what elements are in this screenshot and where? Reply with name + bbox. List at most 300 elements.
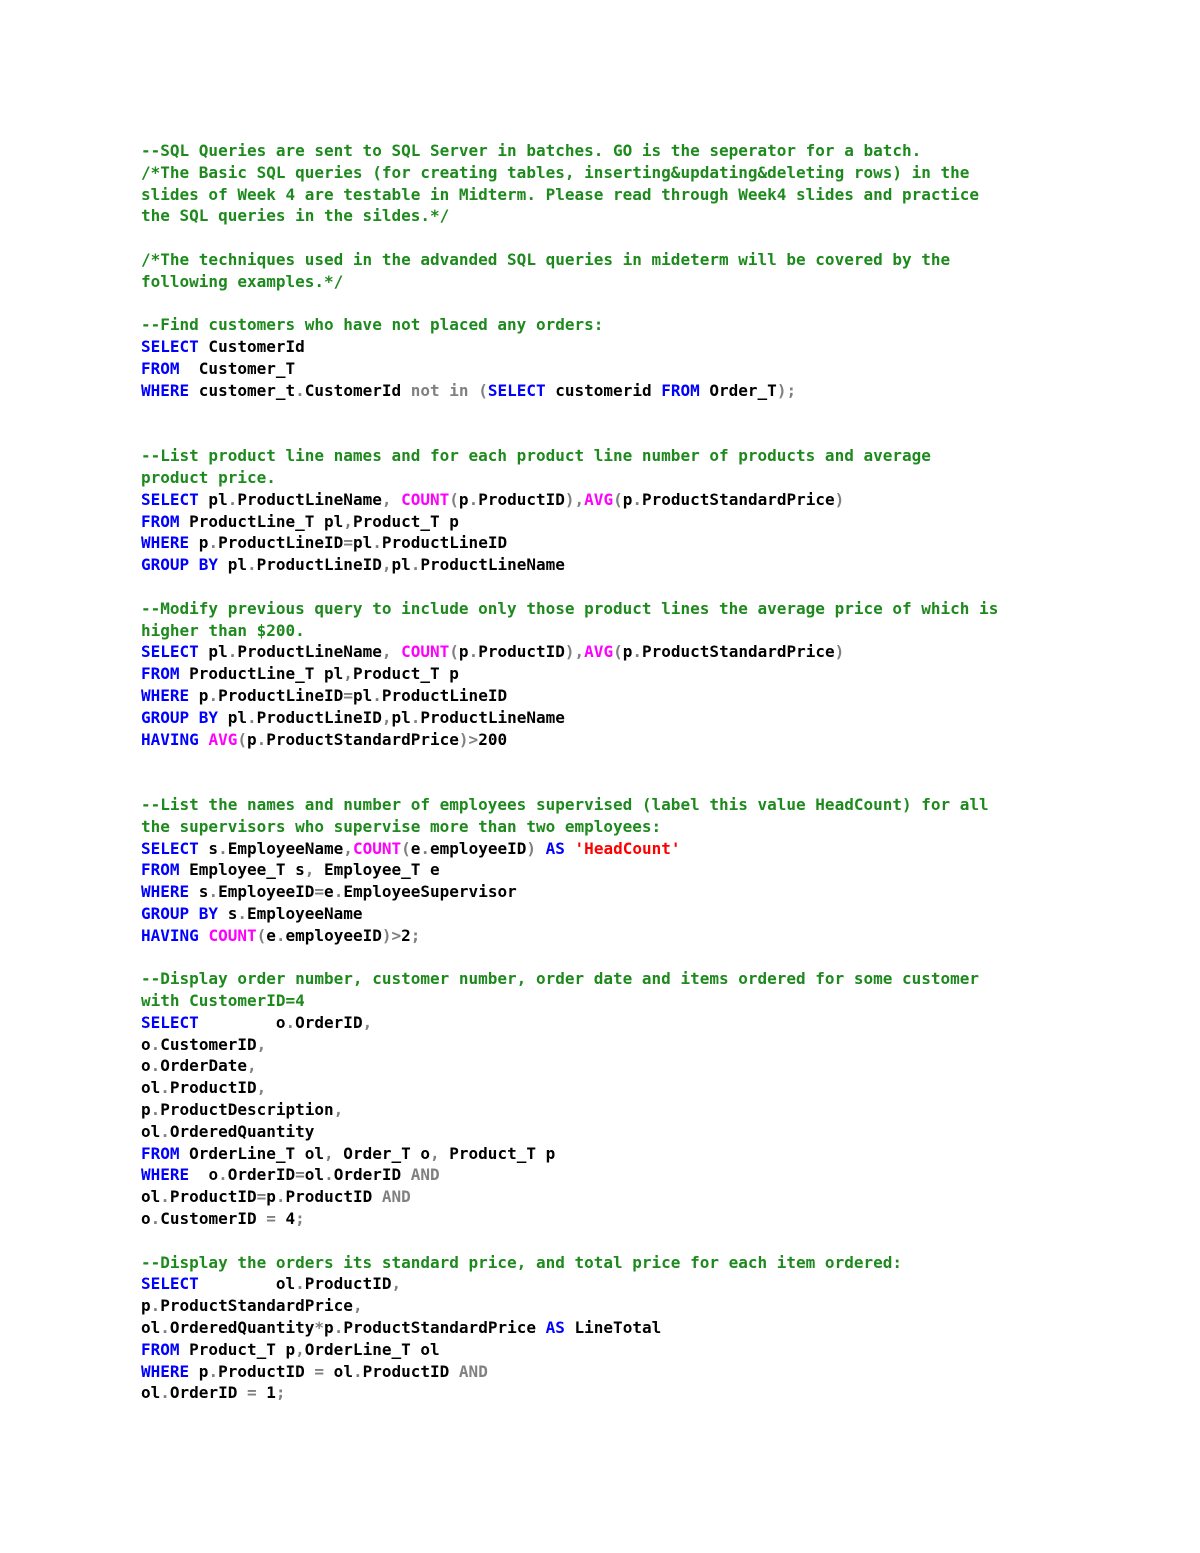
sql-operator: ); — [776, 380, 797, 400]
sql-keyword: SELECT — [141, 1012, 199, 1032]
code-text: employeeID — [285, 925, 382, 945]
sql-function: COUNT — [401, 642, 450, 662]
sql-operator: , — [381, 489, 402, 509]
code-line — [141, 1143, 1141, 1165]
sql-keyword: WHERE — [141, 685, 190, 705]
comment-text: slides of Week 4 are testable in Midterm. Please read through Week4 slides and practice — [141, 184, 980, 204]
code-text: e — [266, 925, 276, 945]
code-text: ol — [198, 1274, 296, 1294]
sql-operator: . — [218, 1165, 228, 1185]
string-literal: 'HeadCount' — [574, 838, 681, 858]
comment-text: --Display order number, customer number, order date and items ordered for some customer — [141, 969, 980, 989]
sql-operator: . — [208, 882, 219, 902]
code-line — [141, 1077, 1141, 1099]
sql-operator: ( — [401, 838, 411, 858]
code-text: ProductID — [304, 1274, 392, 1294]
blank-line — [141, 402, 1141, 424]
code-text: LineTotal — [564, 1318, 662, 1338]
comment-text: /*The techniques used in the advanded SQL queries in mideterm will be covered by the — [141, 249, 951, 269]
code-text: ol — [141, 1383, 161, 1403]
sql-operator: ) — [834, 489, 845, 509]
sql-operator: . — [160, 1383, 170, 1403]
code-text: ProductLineID — [256, 707, 382, 727]
code-text: p — [189, 685, 209, 705]
sql-operator: . — [295, 380, 305, 400]
sql-keyword: WHERE — [141, 1361, 190, 1381]
code-text: p — [324, 1318, 334, 1338]
blank-line — [141, 423, 1141, 445]
sql-operator: , — [362, 1012, 373, 1032]
sql-operator: . — [160, 1121, 170, 1141]
sql-operator: . — [275, 925, 286, 945]
sql-keyword: SELECT — [141, 642, 199, 662]
sql-keyword: FROM — [141, 664, 180, 684]
code-text: pl — [352, 685, 373, 705]
code-text: p — [458, 642, 469, 662]
sql-operator: = — [314, 882, 325, 902]
code-text: pl — [198, 489, 228, 509]
code-text: ProductID — [169, 1187, 257, 1207]
comment-line — [141, 205, 1141, 227]
code-text: CustomerId — [198, 337, 305, 357]
comment-line — [141, 162, 1141, 184]
code-text: CustomerID — [160, 1034, 257, 1054]
sql-function: COUNT — [401, 489, 450, 509]
sql-operator: = — [295, 1165, 305, 1185]
code-line — [141, 707, 1141, 729]
sql-operator: ( — [478, 380, 488, 400]
code-text: pl — [218, 707, 247, 727]
code-text: OrderID — [295, 1012, 363, 1032]
code-text: Employee_T s — [179, 860, 305, 880]
sql-operator: . — [632, 489, 642, 509]
code-text: pl — [352, 533, 373, 553]
code-line — [141, 1273, 1141, 1295]
code-text: p — [141, 1296, 151, 1316]
code-text: Customer_T — [179, 358, 296, 378]
sql-operator: . — [256, 729, 267, 749]
code-text: EmployeeName — [227, 838, 344, 858]
code-text: ProductLineName — [237, 642, 382, 662]
sql-operator: , — [391, 1274, 402, 1294]
comment-text: the SQL queries in the sildes.*/ — [141, 206, 450, 226]
sql-keyword: FROM — [141, 511, 180, 531]
code-text: Order_T — [699, 380, 777, 400]
sql-operator: . — [246, 555, 257, 575]
code-text: p — [189, 533, 209, 553]
sql-operator: . — [150, 1034, 161, 1054]
sql-operator: , — [324, 1143, 334, 1163]
code-text: ProductDescription — [160, 1100, 334, 1120]
sql-keyword: AS — [545, 838, 565, 858]
sql-keyword: SELECT — [141, 838, 199, 858]
sql-operator: , — [304, 860, 315, 880]
sql-operator: . — [324, 1165, 334, 1185]
code-text: ProductLineName — [237, 489, 382, 509]
sql-operator: . — [208, 533, 219, 553]
code-text: ol — [141, 1121, 161, 1141]
sql-operator: . — [410, 707, 421, 727]
comment-line — [141, 794, 1141, 816]
code-text: ProductID — [478, 489, 565, 509]
sql-operator: , — [352, 1296, 363, 1316]
sql-operator: ; — [410, 925, 421, 945]
sql-operator: ; — [295, 1209, 305, 1229]
code-text: ol — [141, 1187, 161, 1207]
sql-keyword: AS — [545, 1318, 565, 1338]
code-text: p — [246, 729, 257, 749]
code-text — [199, 730, 209, 749]
code-text: p — [141, 1100, 151, 1120]
code-text: employeeID — [430, 838, 527, 858]
sql-operator: . — [160, 1318, 170, 1338]
code-text: ProductStandardPrice — [343, 1318, 546, 1338]
sql-operator: . — [372, 533, 382, 553]
sql-function: AVG — [208, 729, 238, 749]
code-text: s — [198, 838, 219, 858]
sql-operator: , — [381, 555, 392, 575]
sql-keyword: WHERE — [141, 380, 190, 400]
code-text: 1 — [256, 1383, 276, 1403]
code-text: Employee_T e — [314, 860, 440, 880]
comment-line — [141, 249, 1141, 271]
code-text: e — [410, 838, 421, 858]
blank-line — [141, 772, 1141, 794]
comment-text: /*The Basic SQL queries (for creating tables, inserting&updating&deleting rows) in the — [141, 162, 970, 182]
code-text: ol — [304, 1165, 325, 1185]
blank-line — [141, 946, 1141, 968]
comment-line — [141, 140, 1141, 162]
code-line — [141, 1055, 1141, 1077]
code-text: OrderLine_T ol — [179, 1143, 325, 1163]
code-text: Product_T p — [352, 511, 459, 531]
sql-operator: not in — [410, 380, 469, 400]
sql-keyword: GROUP BY — [141, 903, 219, 923]
sql-operator: . — [410, 555, 421, 575]
code-text: ProductStandardPrice — [642, 489, 835, 509]
code-text: o — [141, 1209, 151, 1229]
comment-line — [141, 184, 1141, 206]
code-text: ProductStandardPrice — [160, 1296, 353, 1316]
code-line — [141, 663, 1141, 685]
code-text: customerid — [545, 380, 662, 400]
code-text: o — [141, 1056, 151, 1076]
sql-keyword: WHERE — [141, 533, 190, 553]
sql-keyword: FROM — [141, 1143, 180, 1163]
sql-keyword: WHERE — [141, 882, 190, 902]
sql-operator: = — [256, 1187, 267, 1207]
code-text: OrderDate — [160, 1056, 247, 1076]
comment-text: product price. — [141, 467, 276, 487]
sql-function: COUNT — [208, 925, 257, 945]
sql-keyword: SELECT — [487, 380, 546, 400]
code-text: pl — [198, 642, 228, 662]
sql-operator: = — [246, 1383, 257, 1403]
code-text: ProductLineID — [256, 555, 382, 575]
code-text: ProductLine_T pl — [179, 511, 344, 531]
code-text: EmployeeName — [246, 903, 363, 923]
code-text: Order_T o — [333, 1143, 430, 1163]
code-text: ProductLineID — [381, 533, 508, 553]
sql-keyword: SELECT — [141, 337, 199, 357]
code-line — [141, 1295, 1141, 1317]
sql-operator: . — [333, 1318, 344, 1338]
sql-operator: . — [208, 1361, 219, 1381]
sql-operator: , — [333, 1100, 344, 1120]
code-text: p — [622, 489, 633, 509]
code-text: ProductID — [285, 1187, 382, 1207]
blank-line — [141, 293, 1141, 315]
code-text: ProductStandardPrice — [266, 729, 459, 749]
sql-operator: . — [150, 1209, 161, 1229]
comment-text: --List the names and number of employees supervised (label this value HeadCount) for all — [141, 794, 989, 814]
code-line — [141, 838, 1141, 860]
code-text: o — [189, 1165, 219, 1185]
sql-operator: , — [246, 1056, 257, 1076]
code-text: OrderedQuantity — [169, 1121, 315, 1141]
sql-operator: AND — [381, 1187, 411, 1207]
code-text: o — [141, 1034, 151, 1054]
code-text: customer_t — [189, 380, 296, 400]
comment-line — [141, 598, 1141, 620]
code-text: 200 — [478, 729, 508, 749]
comment-line — [141, 816, 1141, 838]
comment-text: --Display the orders its standard price, and total price for each item ordered: — [141, 1252, 902, 1272]
code-line — [141, 1382, 1141, 1404]
code-text: ProductID — [218, 1361, 315, 1381]
blank-line — [141, 750, 1141, 772]
sql-operator: . — [237, 903, 247, 923]
comment-text: the supervisors who supervise more than two employees: — [141, 816, 662, 836]
code-line — [141, 1164, 1141, 1186]
sql-operator: = — [314, 1361, 325, 1381]
code-text: ProductID — [478, 642, 565, 662]
sql-operator: . — [227, 489, 238, 509]
code-text: ProductLineName — [420, 555, 565, 575]
code-text: 4 — [275, 1209, 296, 1229]
code-text: ol — [141, 1318, 161, 1338]
sql-operator: . — [160, 1187, 170, 1207]
code-text: e — [324, 882, 334, 902]
code-line — [141, 729, 1141, 751]
sql-keyword: FROM — [141, 358, 180, 378]
sql-operator: ( — [613, 642, 623, 662]
code-line — [141, 511, 1141, 533]
sql-keyword: SELECT — [141, 1274, 199, 1294]
blank-line — [141, 1230, 1141, 1252]
sql-document — [141, 140, 1141, 1404]
code-line — [141, 554, 1141, 576]
sql-operator: . — [333, 882, 344, 902]
code-text: OrderLine_T ol — [304, 1339, 440, 1359]
code-text: OrderedQuantity — [169, 1318, 315, 1338]
sql-keyword: HAVING — [141, 925, 199, 945]
code-text: o — [198, 1012, 286, 1032]
code-line — [141, 1099, 1141, 1121]
sql-function: COUNT — [352, 838, 402, 858]
code-line — [141, 685, 1141, 707]
sql-operator: ( — [613, 489, 623, 509]
sql-operator: . — [150, 1100, 161, 1120]
code-text: ProductStandardPrice — [642, 642, 835, 662]
code-text — [565, 839, 575, 858]
sql-operator: , — [343, 511, 353, 531]
sql-operator: . — [246, 707, 257, 727]
sql-operator: . — [420, 838, 431, 858]
sql-operator: . — [352, 1361, 363, 1381]
sql-operator: )> — [381, 925, 402, 945]
code-text: ProductID — [362, 1361, 459, 1381]
code-line — [141, 641, 1141, 663]
sql-operator: ), — [564, 489, 585, 509]
sql-keyword: GROUP BY — [141, 555, 219, 575]
sql-operator: , — [256, 1034, 267, 1054]
code-line — [141, 881, 1141, 903]
sql-operator: ), — [564, 642, 585, 662]
code-text: ProductLineName — [420, 707, 565, 727]
code-line — [141, 1317, 1141, 1339]
code-text: Product_T p — [439, 1143, 556, 1163]
sql-operator: ( — [237, 729, 247, 749]
code-text: OrderID — [169, 1383, 247, 1403]
code-text: p — [189, 1361, 209, 1381]
sql-operator: AND — [410, 1165, 440, 1185]
code-text: Product_T p — [179, 1339, 296, 1359]
code-text: OrderID — [227, 1165, 296, 1185]
sql-operator: = — [343, 685, 353, 705]
comment-line — [141, 620, 1141, 642]
code-line — [141, 532, 1141, 554]
code-text: ProductLineID — [218, 685, 344, 705]
sql-operator: = — [266, 1209, 276, 1229]
code-text: ProductLine_T pl — [179, 664, 344, 684]
code-line — [141, 1339, 1141, 1361]
sql-operator: ) — [526, 838, 536, 858]
sql-operator: )> — [458, 729, 479, 749]
sql-keyword: FROM — [661, 380, 700, 400]
code-text: pl — [391, 555, 411, 575]
sql-keyword: FROM — [141, 1339, 180, 1359]
blank-line — [141, 576, 1141, 598]
sql-operator: = — [343, 533, 353, 553]
sql-operator: ( — [449, 489, 459, 509]
sql-operator: . — [227, 642, 238, 662]
code-line — [141, 1361, 1141, 1383]
sql-operator: , — [343, 838, 353, 858]
code-text: s — [189, 882, 209, 902]
sql-operator: ) — [834, 642, 845, 662]
code-text: ol — [141, 1078, 161, 1098]
code-text — [536, 839, 546, 858]
code-text: ol — [324, 1361, 353, 1381]
sql-operator: . — [468, 642, 479, 662]
code-text: ProductID — [169, 1078, 257, 1098]
comment-text: --Find customers who have not placed any orders: — [141, 315, 604, 335]
sql-function: AVG — [584, 642, 614, 662]
code-text: ProductLineID — [381, 685, 508, 705]
code-text: p — [458, 489, 469, 509]
comment-line — [141, 445, 1141, 467]
code-text: pl — [218, 555, 247, 575]
sql-keyword: GROUP BY — [141, 707, 219, 727]
code-text: CustomerID — [160, 1209, 267, 1229]
code-text: EmployeeSupervisor — [343, 882, 517, 902]
comment-line — [141, 271, 1141, 293]
code-line — [141, 358, 1141, 380]
sql-keyword: WHERE — [141, 1165, 190, 1185]
code-line — [141, 336, 1141, 358]
code-text: ProductLineID — [218, 533, 344, 553]
code-text: p — [266, 1187, 276, 1207]
sql-operator: . — [285, 1012, 296, 1032]
comment-line — [141, 314, 1141, 336]
code-text: p — [622, 642, 633, 662]
sql-operator: . — [208, 685, 219, 705]
sql-function: AVG — [584, 489, 614, 509]
sql-operator: , — [381, 707, 392, 727]
comment-line — [141, 968, 1141, 990]
sql-operator: . — [295, 1274, 305, 1294]
sql-operator: . — [150, 1296, 161, 1316]
code-line — [141, 1034, 1141, 1056]
sql-operator: , — [343, 664, 353, 684]
code-text: pl — [391, 707, 411, 727]
sql-keyword: HAVING — [141, 729, 199, 749]
code-line — [141, 1012, 1141, 1034]
sql-operator: ; — [275, 1383, 286, 1403]
code-line — [141, 1121, 1141, 1143]
code-line — [141, 489, 1141, 511]
code-text: OrderID — [333, 1165, 411, 1185]
comment-text: --List product line names and for each product line number of products and average — [141, 446, 931, 466]
comment-line — [141, 467, 1141, 489]
sql-operator: , — [256, 1078, 267, 1098]
comment-text: following examples.*/ — [141, 271, 344, 291]
code-text — [469, 381, 479, 400]
code-text — [199, 926, 209, 945]
sql-operator: ( — [256, 925, 267, 945]
sql-operator: . — [275, 1187, 286, 1207]
sql-operator: . — [468, 489, 479, 509]
sql-operator: . — [632, 642, 642, 662]
sql-operator: ( — [449, 642, 459, 662]
sql-operator: . — [372, 685, 382, 705]
sql-operator: . — [150, 1056, 161, 1076]
code-line — [141, 925, 1141, 947]
code-line — [141, 380, 1141, 402]
sql-operator: * — [314, 1318, 325, 1338]
code-line — [141, 859, 1141, 881]
sql-keyword: SELECT — [141, 489, 199, 509]
comment-text: --Modify previous query to include only those product lines the average price of which is — [141, 598, 999, 618]
comment-line — [141, 1252, 1141, 1274]
sql-operator: , — [381, 642, 402, 662]
code-text: 2 — [401, 925, 411, 945]
code-line — [141, 1208, 1141, 1230]
code-text: Product_T p — [352, 664, 459, 684]
sql-operator: AND — [458, 1361, 488, 1381]
sql-operator: , — [295, 1339, 305, 1359]
blank-line — [141, 227, 1141, 249]
code-line — [141, 1186, 1141, 1208]
comment-text: with CustomerID=4 — [141, 991, 305, 1011]
comment-text: --SQL Queries are sent to SQL Server in batches. GO is the seperator for a batch. — [141, 141, 922, 160]
comment-line — [141, 990, 1141, 1012]
code-line — [141, 903, 1141, 925]
sql-operator: . — [160, 1078, 170, 1098]
sql-operator: . — [218, 838, 228, 858]
code-text: s — [218, 903, 238, 923]
